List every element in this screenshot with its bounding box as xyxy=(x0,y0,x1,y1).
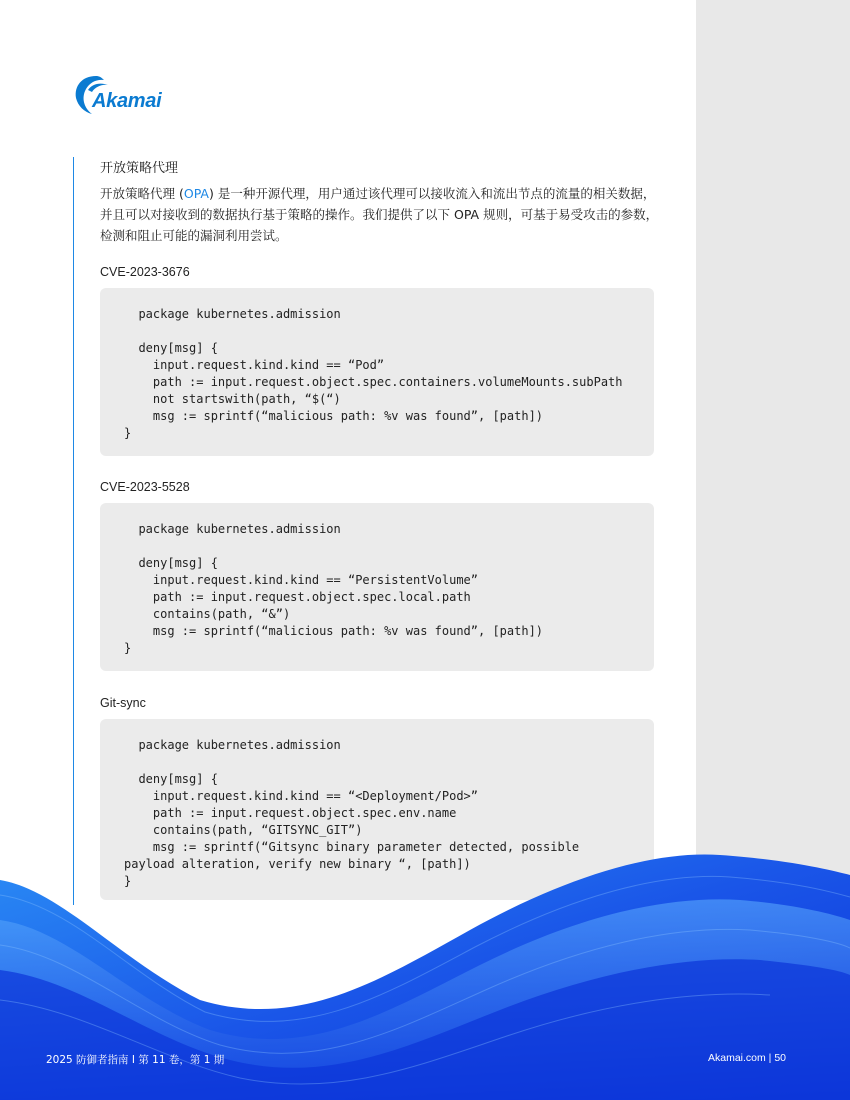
code-label-git-sync: Git-sync xyxy=(100,696,146,710)
accent-rule xyxy=(73,157,74,905)
intro-text-a: 开放策略代理 ( xyxy=(100,186,184,201)
logo-text: Akamai xyxy=(92,90,162,112)
section-title: 开放策略代理 xyxy=(100,161,179,176)
code-label-cve-2023-5528: CVE-2023-5528 xyxy=(100,480,190,494)
code-block-cve-2023-3676 xyxy=(100,288,654,456)
intro-paragraph xyxy=(100,183,660,246)
footer-page-number: Akamai.com | 50 xyxy=(708,1052,787,1064)
code-text: package kubernetes.admission deny[msg] { input.request.kind.kind == “Pod” path := input.request.object.spec.containers.volumeMounts.subPath not startswith(path, “$(“) msg := sprintf(“malicious path: %v was found”, [path]) } xyxy=(124,307,623,440)
code-text: package kubernetes.admission deny[msg] { input.request.kind.kind == “PersistentVolume” path := input.request.object.spec.local.path contains(path, “&”) msg := sprintf(“malicious path: %v was found”, [path]) } xyxy=(124,522,544,655)
code-block-cve-2023-5528 xyxy=(100,503,654,671)
intro-text-b: ) 是一种开源代理，用户通过该代理可以接收流入和流出节点的流量的相关数据，并且可以对接收到的数据执行基于策略的操作。我们提供了以下 OPA 规则，可基于易受攻击的参数，检测和阻止可能的漏洞利用尝试。 xyxy=(100,186,659,243)
opa-link[interactable]: OPA xyxy=(183,186,209,201)
code-text: package kubernetes.admission deny[msg] { input.request.kind.kind == “<Deployment/Pod>” path := input.request.object.spec.env.name contains(path, “GITSYNC_GIT”) msg := sprintf(“Gitsync binary parameter detected, possible payload alteration, verify new binary “, [path]) } xyxy=(124,738,580,888)
code-label-cve-2023-3676: CVE-2023-3676 xyxy=(100,265,190,279)
footer-publication: 2025 防御者指南 I 第 11 卷，第 1 期 xyxy=(46,1054,225,1066)
